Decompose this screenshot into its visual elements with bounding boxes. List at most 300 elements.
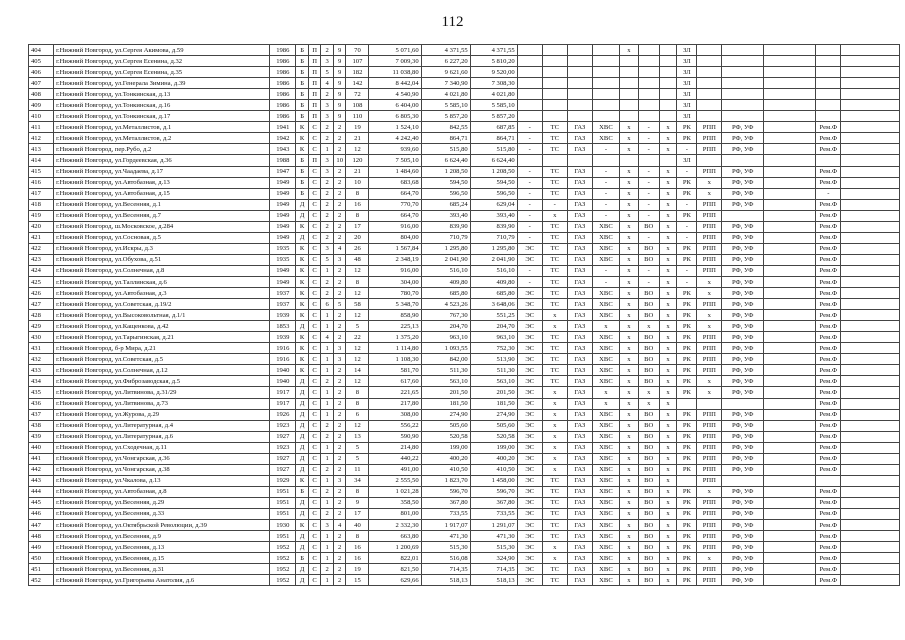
cell-floors: 9	[333, 100, 346, 111]
cell-facade: РФ, УФ	[722, 188, 764, 199]
cell-hot-water: х	[620, 376, 639, 387]
cell-address: г.Нижний Новгород, ул.Сосновая, д.5	[54, 232, 270, 243]
cell-entrances: 2	[321, 133, 334, 144]
table-row	[29, 89, 900, 100]
cell-gas	[567, 100, 592, 111]
cell-heating: х	[542, 321, 567, 332]
table-row	[29, 442, 900, 453]
cell-living-area: 400,20	[421, 453, 470, 464]
cell-residential-area: 1 458,00	[470, 475, 517, 486]
cell-spare	[764, 111, 816, 122]
cell-row-number: 428	[29, 310, 54, 321]
cell-electricity: -	[517, 133, 542, 144]
cell-living-area: 9 621,60	[421, 67, 470, 78]
cell-address: г.Нижний Новгород, ул.Григорьева Анатолия, д.6	[54, 575, 270, 586]
cell-material: С	[308, 354, 321, 365]
cell-gas: ГАЗ	[567, 210, 592, 221]
cell-sewer: ВО	[638, 497, 659, 508]
cell-hot-water	[620, 67, 639, 78]
cell-material: С	[308, 387, 321, 398]
cell-facade	[722, 67, 764, 78]
cell-chute: х	[659, 387, 677, 398]
cell-sewer	[638, 78, 659, 89]
cell-heating: х	[542, 420, 567, 431]
cell-gas: ГАЗ	[567, 144, 592, 155]
cell-hot-water: х	[620, 199, 639, 210]
cell-wall-type: К	[296, 265, 309, 276]
cell-material: С	[308, 520, 321, 531]
cell-material: С	[308, 243, 321, 254]
cell-gas: ГАЗ	[567, 453, 592, 464]
cell-remarks	[841, 409, 900, 420]
cell-residential-area: 864,71	[470, 133, 517, 144]
cell-electricity: ЭС	[517, 387, 542, 398]
cell-row-number: 447	[29, 520, 54, 531]
cell-residential-area: 7 308,30	[470, 78, 517, 89]
cell-residential-area: 733,55	[470, 508, 517, 519]
cell-facade: РФ, УФ	[722, 232, 764, 243]
table-row	[29, 133, 900, 144]
cell-residential-area: 2 041,90	[470, 254, 517, 265]
cell-hot-water: х	[620, 210, 639, 221]
cell-electricity	[517, 56, 542, 67]
cell-remarks	[841, 288, 900, 299]
cell-chute	[659, 155, 677, 166]
cell-apartments: 58	[346, 299, 369, 310]
cell-electricity: ЭС	[517, 431, 542, 442]
cell-elevator-plumbing: РПП	[697, 265, 722, 276]
cell-wall-type: Д	[296, 398, 309, 409]
cell-total-area: 5 071,60	[369, 45, 421, 56]
cell-heating: ТС	[542, 133, 567, 144]
cell-electricity: ЭС	[517, 497, 542, 508]
cell-residential-area: 6 624,40	[470, 155, 517, 166]
cell-remarks	[841, 265, 900, 276]
cell-build-year: 1929	[270, 475, 296, 486]
cell-heating	[542, 89, 567, 100]
cell-spare	[764, 542, 816, 553]
cell-chute: х	[659, 166, 677, 177]
cell-wall-type: Б	[296, 188, 309, 199]
cell-row-number: 413	[29, 144, 54, 155]
cell-cold-water	[592, 45, 619, 56]
cell-build-year: 1986	[270, 111, 296, 122]
cell-material: С	[308, 232, 321, 243]
cell-remarks	[841, 575, 900, 586]
cell-gas: ГАЗ	[567, 199, 592, 210]
table-row	[29, 45, 900, 56]
cell-living-area: 733,55	[421, 508, 470, 519]
cell-elevator-plumbing: РПП	[697, 299, 722, 310]
cell-facade	[722, 89, 764, 100]
cell-roof: РК	[677, 243, 697, 254]
cell-remarks	[841, 420, 900, 431]
cell-spare	[764, 276, 816, 287]
cell-gas	[567, 78, 592, 89]
cell-build-year: 1927	[270, 464, 296, 475]
cell-total-area: 664,70	[369, 188, 421, 199]
cell-address: г.Нижний Новгород, ул.Автобазная, д.13	[54, 177, 270, 188]
cell-electricity	[517, 67, 542, 78]
cell-apartments: 8	[346, 486, 369, 497]
cell-living-area: 201,50	[421, 387, 470, 398]
cell-build-year: 1949	[270, 210, 296, 221]
cell-repair-fund: Рем.Ф	[816, 387, 841, 398]
cell-build-year: 1940	[270, 365, 296, 376]
cell-elevator-plumbing: х	[697, 276, 722, 287]
cell-address: г.Нижний Новгород, ул.Литвинова, д.31/29	[54, 387, 270, 398]
cell-build-year: 1917	[270, 398, 296, 409]
cell-electricity: ЭС	[517, 575, 542, 586]
cell-heating: ТС	[542, 265, 567, 276]
cell-residential-area: 204,70	[470, 321, 517, 332]
cell-entrances: 2	[321, 89, 334, 100]
cell-row-number: 408	[29, 89, 54, 100]
cell-entrances: 3	[321, 56, 334, 67]
cell-facade	[722, 155, 764, 166]
cell-living-area: 864,71	[421, 133, 470, 144]
cell-total-area: 308,00	[369, 409, 421, 420]
table-row	[29, 100, 900, 111]
cell-residential-area: 710,79	[470, 232, 517, 243]
cell-build-year: 1986	[270, 78, 296, 89]
cell-cold-water: ХВС	[592, 299, 619, 310]
cell-electricity: ЭС	[517, 420, 542, 431]
cell-wall-type: Д	[296, 232, 309, 243]
cell-address: г.Нижний Новгород, ул.Советская, д.19/2	[54, 299, 270, 310]
cell-floors: 9	[333, 89, 346, 100]
cell-elevator-plumbing: х	[697, 387, 722, 398]
cell-entrances: 6	[321, 299, 334, 310]
cell-gas: ГАЗ	[567, 332, 592, 343]
cell-roof: ЗЛ	[677, 56, 697, 67]
cell-entrances: 3	[321, 111, 334, 122]
cell-floors: 2	[333, 332, 346, 343]
cell-floors: 9	[333, 111, 346, 122]
cell-heating: ТС	[542, 188, 567, 199]
cell-hot-water: х	[620, 310, 639, 321]
cell-repair-fund: Рем.Ф	[816, 133, 841, 144]
cell-cold-water: -	[592, 177, 619, 188]
cell-build-year: 1935	[270, 243, 296, 254]
cell-facade: РФ, УФ	[722, 486, 764, 497]
cell-heating: ТС	[542, 354, 567, 365]
cell-address: г.Нижний Новгород, ш.Московское, д.284	[54, 221, 270, 232]
cell-sewer: ВО	[638, 542, 659, 553]
cell-apartments: 107	[346, 56, 369, 67]
cell-row-number: 420	[29, 221, 54, 232]
cell-living-area: 505,60	[421, 420, 470, 431]
cell-living-area: 511,30	[421, 365, 470, 376]
cell-facade: РФ, УФ	[722, 265, 764, 276]
cell-total-area: 440,22	[369, 453, 421, 464]
cell-build-year: 1939	[270, 332, 296, 343]
cell-build-year: 1986	[270, 45, 296, 56]
cell-repair-fund: Рем.Ф	[816, 464, 841, 475]
cell-row-number: 406	[29, 67, 54, 78]
cell-hot-water	[620, 56, 639, 67]
cell-facade: РФ, УФ	[722, 321, 764, 332]
cell-facade: РФ, УФ	[722, 508, 764, 519]
cell-floors: 2	[333, 553, 346, 564]
cell-total-area: 858,90	[369, 310, 421, 321]
cell-apartments: 142	[346, 78, 369, 89]
cell-sewer: ВО	[638, 365, 659, 376]
cell-apartments: 5	[346, 321, 369, 332]
cell-cold-water: -	[592, 144, 619, 155]
cell-sewer: -	[638, 144, 659, 155]
cell-row-number: 422	[29, 243, 54, 254]
cell-elevator-plumbing: РПП	[697, 542, 722, 553]
cell-living-area: 963,10	[421, 332, 470, 343]
cell-total-area: 1 114,80	[369, 343, 421, 354]
table-row	[29, 486, 900, 497]
cell-gas: ГАЗ	[567, 133, 592, 144]
cell-cold-water: ХВС	[592, 232, 619, 243]
cell-remarks	[841, 332, 900, 343]
cell-gas: ГАЗ	[567, 288, 592, 299]
cell-repair-fund: Рем.Ф	[816, 343, 841, 354]
cell-spare	[764, 409, 816, 420]
cell-address: г.Нижний Новгород, пер.Рубо, д.2	[54, 144, 270, 155]
cell-elevator-plumbing: РПП	[697, 564, 722, 575]
cell-sewer: ВО	[638, 343, 659, 354]
cell-electricity: ЭС	[517, 398, 542, 409]
cell-entrances: 1	[321, 343, 334, 354]
cell-build-year: 1927	[270, 453, 296, 464]
cell-row-number: 430	[29, 332, 54, 343]
cell-chute: х	[659, 542, 677, 553]
cell-build-year: 1926	[270, 409, 296, 420]
cell-total-area: 11 038,80	[369, 67, 421, 78]
cell-remarks	[841, 221, 900, 232]
cell-residential-area: 409,80	[470, 276, 517, 287]
cell-apartments: 13	[346, 431, 369, 442]
cell-residential-area: 515,80	[470, 144, 517, 155]
cell-residential-area: 367,80	[470, 497, 517, 508]
cell-sewer: ВО	[638, 288, 659, 299]
cell-build-year: 1941	[270, 122, 296, 133]
cell-cold-water: ХВС	[592, 133, 619, 144]
table-row	[29, 221, 900, 232]
cell-sewer	[638, 111, 659, 122]
cell-chute: х	[659, 199, 677, 210]
cell-apartments: 6	[346, 409, 369, 420]
table-row	[29, 166, 900, 177]
cell-roof: РК	[677, 343, 697, 354]
cell-remarks	[841, 45, 900, 56]
cell-electricity: -	[517, 265, 542, 276]
cell-residential-area: 3 648,06	[470, 299, 517, 310]
cell-wall-type: Д	[296, 542, 309, 553]
cell-sewer: ВО	[638, 332, 659, 343]
cell-build-year: 1949	[270, 177, 296, 188]
cell-sewer: -	[638, 133, 659, 144]
cell-row-number: 415	[29, 166, 54, 177]
cell-remarks	[841, 497, 900, 508]
cell-elevator-plumbing: х	[697, 310, 722, 321]
cell-cold-water: ХВС	[592, 497, 619, 508]
cell-sewer: -	[638, 199, 659, 210]
cell-heating: ТС	[542, 243, 567, 254]
cell-remarks	[841, 67, 900, 78]
cell-chute: х	[659, 497, 677, 508]
cell-entrances: 2	[321, 420, 334, 431]
cell-gas: ГАЗ	[567, 243, 592, 254]
cell-sewer: -	[638, 188, 659, 199]
cell-build-year: 1949	[270, 188, 296, 199]
cell-total-area: 590,90	[369, 431, 421, 442]
cell-elevator-plumbing	[697, 155, 722, 166]
cell-entrances: 2	[321, 431, 334, 442]
cell-sewer: -	[638, 265, 659, 276]
cell-remarks	[841, 210, 900, 221]
cell-cold-water: ХВС	[592, 420, 619, 431]
cell-living-area: 204,70	[421, 321, 470, 332]
cell-living-area: 4 371,55	[421, 45, 470, 56]
cell-electricity: ЭС	[517, 343, 542, 354]
cell-total-area: 629,66	[369, 575, 421, 586]
cell-remarks	[841, 100, 900, 111]
cell-electricity	[517, 89, 542, 100]
cell-address: г.Нижний Новгород, ул.Гордеевская, д.36	[54, 155, 270, 166]
cell-facade	[722, 78, 764, 89]
cell-row-number: 407	[29, 78, 54, 89]
cell-roof: -	[677, 166, 697, 177]
cell-gas: ГАЗ	[567, 299, 592, 310]
cell-build-year: 1986	[270, 56, 296, 67]
cell-roof: РК	[677, 542, 697, 553]
cell-total-area: 821,50	[369, 564, 421, 575]
cell-residential-area: 400,20	[470, 453, 517, 464]
cell-wall-type: Б	[296, 89, 309, 100]
cell-facade: РФ, УФ	[722, 310, 764, 321]
cell-electricity: -	[517, 188, 542, 199]
cell-hot-water: х	[620, 508, 639, 519]
cell-spare	[764, 177, 816, 188]
cell-total-area: 683,68	[369, 177, 421, 188]
cell-sewer	[638, 56, 659, 67]
cell-material: С	[308, 199, 321, 210]
cell-address: г.Нижний Новгород, ул.Литературная, д.6	[54, 431, 270, 442]
cell-heating: х	[542, 453, 567, 464]
cell-cold-water	[592, 100, 619, 111]
cell-chute: х	[659, 486, 677, 497]
cell-total-area: 664,70	[369, 210, 421, 221]
cell-heating: ТС	[542, 520, 567, 531]
cell-spare	[764, 45, 816, 56]
cell-cold-water: ХВС	[592, 254, 619, 265]
cell-cold-water: ХВС	[592, 221, 619, 232]
cell-wall-type: К	[296, 243, 309, 254]
cell-hot-water: х	[620, 354, 639, 365]
cell-roof	[677, 398, 697, 409]
cell-sewer: -	[638, 177, 659, 188]
cell-sewer: х	[638, 387, 659, 398]
cell-build-year: 1951	[270, 486, 296, 497]
cell-heating: ТС	[542, 531, 567, 542]
cell-wall-type: К	[296, 343, 309, 354]
cell-entrances: 2	[321, 232, 334, 243]
cell-entrances: 2	[321, 210, 334, 221]
cell-spare	[764, 89, 816, 100]
cell-apartments: 12	[346, 420, 369, 431]
cell-floors: 2	[333, 210, 346, 221]
cell-electricity: ЭС	[517, 508, 542, 519]
cell-apartments: 26	[346, 243, 369, 254]
cell-facade: РФ, УФ	[722, 288, 764, 299]
cell-cold-water: -	[592, 188, 619, 199]
cell-residential-area: 596,50	[470, 188, 517, 199]
cell-hot-water: х	[620, 453, 639, 464]
cell-sewer: ВО	[638, 531, 659, 542]
cell-repair-fund	[816, 475, 841, 486]
cell-total-area: 221,65	[369, 387, 421, 398]
cell-chute	[659, 78, 677, 89]
cell-gas: ГАЗ	[567, 508, 592, 519]
cell-total-area: 2 348,19	[369, 254, 421, 265]
cell-floors: 2	[333, 177, 346, 188]
cell-remarks	[841, 343, 900, 354]
cell-chute: х	[659, 376, 677, 387]
cell-living-area: 516,10	[421, 265, 470, 276]
cell-hot-water: х	[620, 409, 639, 420]
cell-row-number: 421	[29, 232, 54, 243]
cell-build-year: 1916	[270, 354, 296, 365]
cell-apartments: 8	[346, 276, 369, 287]
cell-entrances: 1	[321, 310, 334, 321]
cell-row-number: 424	[29, 265, 54, 276]
cell-heating: х	[542, 409, 567, 420]
table-row	[29, 531, 900, 542]
cell-hot-water: х	[620, 387, 639, 398]
cell-wall-type: Б	[296, 78, 309, 89]
cell-address: г.Нижний Новгород, ул.Автобазная, д.15	[54, 188, 270, 199]
cell-floors: 2	[333, 288, 346, 299]
cell-gas	[567, 155, 592, 166]
cell-spare	[764, 365, 816, 376]
cell-gas: ГАЗ	[567, 531, 592, 542]
cell-chute: х	[659, 431, 677, 442]
cell-repair-fund	[816, 67, 841, 78]
cell-cold-water: ХВС	[592, 288, 619, 299]
cell-remarks	[841, 133, 900, 144]
cell-elevator-plumbing: РПП	[697, 210, 722, 221]
cell-floors: 10	[333, 155, 346, 166]
table-row	[29, 564, 900, 575]
cell-entrances: 2	[321, 276, 334, 287]
cell-total-area: 7 009,30	[369, 56, 421, 67]
cell-elevator-plumbing: РПП	[697, 343, 722, 354]
cell-sewer: -	[638, 232, 659, 243]
cell-entrances: 1	[321, 442, 334, 453]
cell-electricity: -	[517, 210, 542, 221]
table-row	[29, 254, 900, 265]
cell-floors: 2	[333, 497, 346, 508]
cell-row-number: 429	[29, 321, 54, 332]
cell-elevator-plumbing: РПП	[697, 453, 722, 464]
cell-chute: х	[659, 420, 677, 431]
cell-heating: ТС	[542, 177, 567, 188]
cell-total-area: 770,70	[369, 199, 421, 210]
cell-gas: ГАЗ	[567, 343, 592, 354]
cell-elevator-plumbing: х	[697, 177, 722, 188]
cell-apartments: 10	[346, 177, 369, 188]
cell-sewer: ВО	[638, 486, 659, 497]
cell-spare	[764, 122, 816, 133]
cell-spare	[764, 188, 816, 199]
cell-facade: РФ, УФ	[722, 332, 764, 343]
